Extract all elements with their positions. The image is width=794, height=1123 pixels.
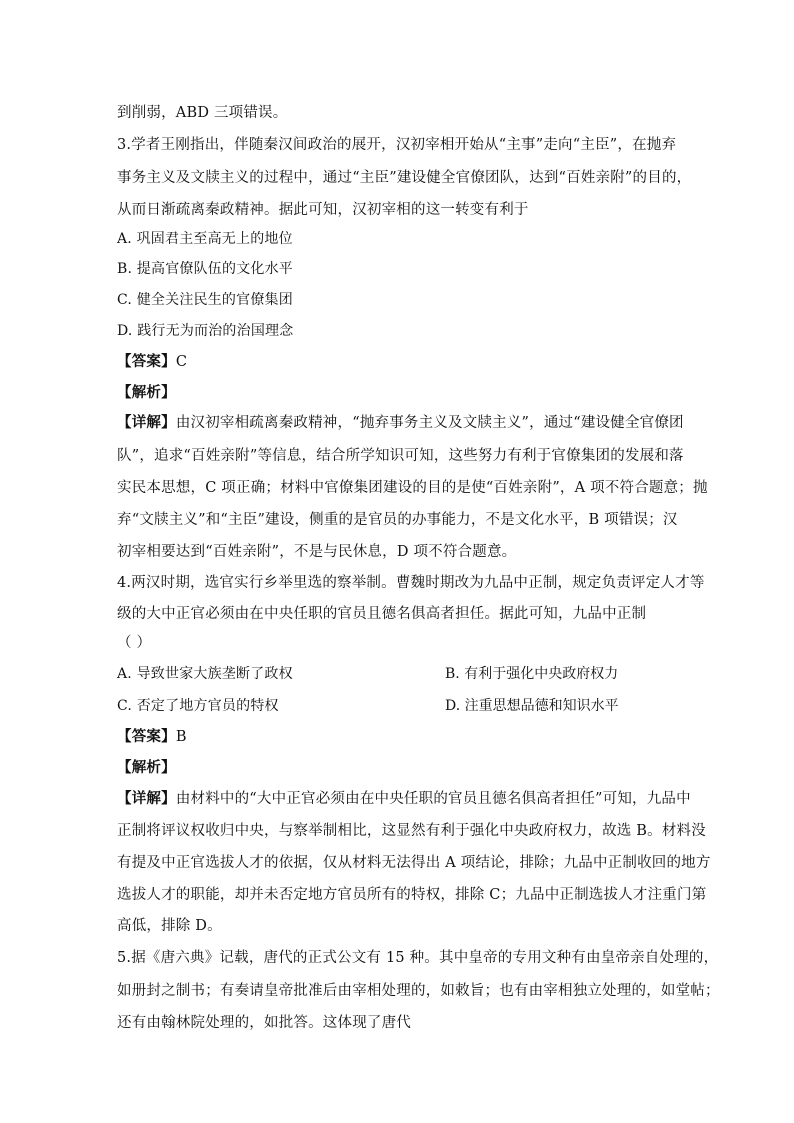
- question-4-option-c: C. 否定了地方官员的特权: [117, 698, 279, 714]
- question-3-explanation-line-1: [117, 413, 684, 433]
- explanation-text: 由汉初宰相疏离秦政精神，“抛弃事务主义及文牍主义”，通过“建设健全官僚团: [175, 415, 684, 431]
- question-3-answer: [117, 352, 187, 372]
- question-4-paren: （ ）: [117, 635, 152, 651]
- question-3-explanation-line-5: 初宰相要达到“百姓亲附”，不是与民休息，D 项不符合题意。: [117, 544, 517, 560]
- question-3-option-d: D. 践行无为而治的治国理念: [117, 323, 294, 339]
- question-3-option-c: C. 健全关注民生的官僚集团: [117, 292, 293, 308]
- answer-value: B: [175, 729, 187, 745]
- question-4-explanation-line-1: [117, 789, 691, 809]
- question-3-explanation-line-2: 队”，追求“百姓亲附”等信息，结合所学知识可知，这些努力有利于官僚集团的发展和落: [117, 448, 684, 464]
- question-4-explanation-line-5: 高低，排除 D。: [117, 918, 222, 934]
- question-4-option-a: A. 导致世家大族垄断了政权: [117, 666, 293, 682]
- question-5-line-1: 5.据《唐六典》记载，唐代的正式公文有 15 种。其中皇帝的专用文种有由皇帝亲自处理的，: [117, 950, 719, 966]
- question-3-explanation-line-4: 弃“文牍主义”和“主臣”建设，侧重的是官员的办事能力，不是文化水平，B 项错误；汉: [117, 512, 678, 528]
- question-3-explanation-line-3: 实民本思想，C 项正确；材料中官僚集团建设的目的是使“百姓亲附”，A 项不符合题意；抛: [117, 480, 708, 496]
- question-4-analysis-tag: 【解析】: [117, 759, 176, 776]
- explanation-text: 由材料中的“大中正官必须由在中央任职的官员且德名俱高者担任”可知，九品中: [175, 791, 691, 807]
- question-4-option-d: D. 注重思想品德和知识水平: [445, 698, 619, 714]
- paragraph-line: 到削弱，ABD 三项错误。: [117, 105, 288, 121]
- question-5-line-2: 如册封之制书；有奏请皇帝批准后由宰相处理的，如敕旨；也有由宰相独立处理的，如堂帖；: [117, 983, 720, 999]
- question-3-line-2: 事务主义及文牍主义的过程中，通过“主臣”建设健全官僚团队，达到“百姓亲附”的目的，: [117, 170, 692, 186]
- question-4-line-1: 4.两汉时期，选官实行乡举里选的察举制。曹魏时期改为九品中正制，规定负责评定人才等: [117, 575, 705, 591]
- question-4-explanation-line-4: 选拔人才的职能，却并未否定地方官员所有的特权，排除 C；九品中正制选拔人才注重门第: [117, 887, 707, 903]
- detail-tag: 【详解】: [117, 790, 176, 807]
- question-3-line-1: 3.学者王刚指出，伴随秦汉间政治的展开，汉初宰相开始从“主事”走向“主臣”，在抛弃: [117, 137, 677, 153]
- question-4-explanation-line-3: 有提及中正官选拔人才的依据，仅从材料无法得出 A 项结论，排除；九品中正制收回的地方: [117, 855, 711, 871]
- question-4-option-b: B. 有利于强化中央政府权力: [445, 666, 619, 682]
- question-3-analysis-tag: 【解析】: [117, 384, 176, 401]
- question-3-option-b: B. 提高官僚队伍的文化水平: [117, 261, 293, 277]
- question-5-line-3: 还有由翰林院处理的，如批答。这体现了唐代: [117, 1015, 411, 1031]
- answer-value: C: [175, 354, 188, 370]
- answer-tag: 【答案】: [117, 353, 176, 370]
- question-3-line-3: 从而日渐疏离秦政精神。据此可知，汉初宰相的这一转变有利于: [117, 202, 529, 218]
- answer-tag: 【答案】: [117, 728, 176, 745]
- question-4-line-2: 级的大中正官必须由在中央任职的官员且德名俱高者担任。据此可知，九品中正制: [117, 606, 647, 622]
- question-3-option-a: A. 巩固君主至高无上的地位: [117, 231, 293, 247]
- question-4-explanation-line-2: 正制将评议权收归中央，与察举制相比，这显然有利于强化中央政府权力，故选 B。材料没: [117, 823, 706, 839]
- question-4-answer: [117, 727, 187, 747]
- detail-tag: 【详解】: [117, 414, 176, 431]
